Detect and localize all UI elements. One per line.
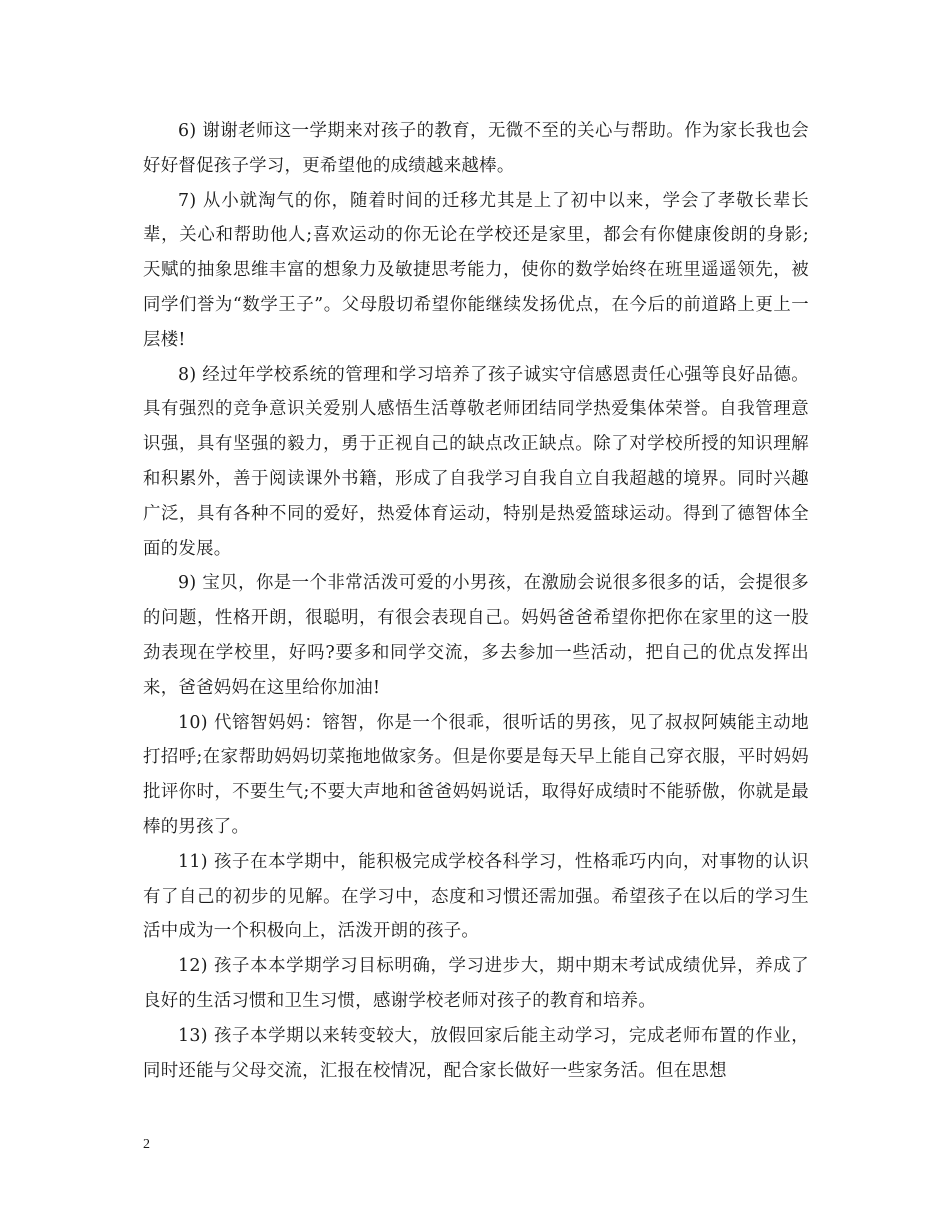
paragraph-10: 10) 代镕智妈妈：镕智，你是一个很乖，很听话的男孩，见了叔叔阿姨能主动地打招呼;在家帮助妈妈切菜拖地做家务。但是你要是每天早上能自己穿衣服，平时妈妈批评你时，不要生气;不要大声地和爸爸妈妈说话，取得好成绩时不能骄傲，你就是最棒的男孩了。 bbox=[143, 712, 809, 837]
page-number: 2 bbox=[143, 1137, 150, 1152]
paragraph-8: 8) 经过年学校系统的管理和学习培养了孩子诚实守信感恩责任心强等良好品德。具有强烈的竞争意识关爱别人感悟生活尊敬老师团结同学热爱集体荣誉。自我管理意识强，具有坚强的毅力，勇于正视自己的缺点改正缺点。除了对学校所授的知识理解和积累外，善于阅读课外书籍，形成了自我学习自我自立自我超越的境界。同时兴趣广泛，具有各种不同的爱好，热爱体育运动，特别是热爱篮球运动。得到了德智体全面的发展。 bbox=[143, 364, 809, 559]
document-body bbox=[143, 114, 809, 1088]
paragraph-7: 7) 从小就淘气的你，随着时间的迁移尤其是上了初中以来，学会了孝敬长辈长辈，关心和帮助他人;喜欢运动的你无论在学校还是家里，都会有你健康俊朗的身影;天赋的抽象思维丰富的想象力及敏捷思考能力，使你的数学始终在班里遥遥领先，被同学们誉为“数学王子”。父母殷切希望你能继续发扬优点，在今后的前道路上更上一层楼! bbox=[143, 190, 809, 350]
paragraph-11: 11) 孩子在本学期中，能积极完成学校各科学习，性格乖巧内向，对事物的认识有了自己的初步的见解。在学习中，态度和习惯还需加强。希望孩子在以后的学习生活中成为一个积极向上，活泼开朗的孩子。 bbox=[143, 851, 809, 942]
paragraph-13: 13) 孩子本学期以来转变较大，放假回家后能主动学习，完成老师布置的作业，同时还能与父母交流，汇报在校情况，配合家长做好一些家务活。但在思想 bbox=[143, 1025, 809, 1081]
paragraph-6: 6) 谢谢老师这一学期来对孩子的教育，无微不至的关心与帮助。作为家长我也会好好督促孩子学习，更希望他的成绩越来越棒。 bbox=[143, 121, 809, 176]
paragraph-9: 9) 宝贝，你是一个非常活泼可爱的小男孩，在激励会说很多很多的话，会提很多的问题，性格开朗，很聪明，有很会表现自己。妈妈爸爸希望你把你在家里的这一股劲表现在学校里，好吗?要多和同学交流，多去参加一些活动，把自己的优点发挥出来，爸爸妈妈在这里给你加油! bbox=[143, 573, 809, 698]
paragraph-12: 12) 孩子本本学期学习目标明确，学习进步大，期中期末考试成绩优异，养成了良好的生活习惯和卫生习惯，感谢学校老师对孩子的教育和培养。 bbox=[143, 956, 809, 1011]
